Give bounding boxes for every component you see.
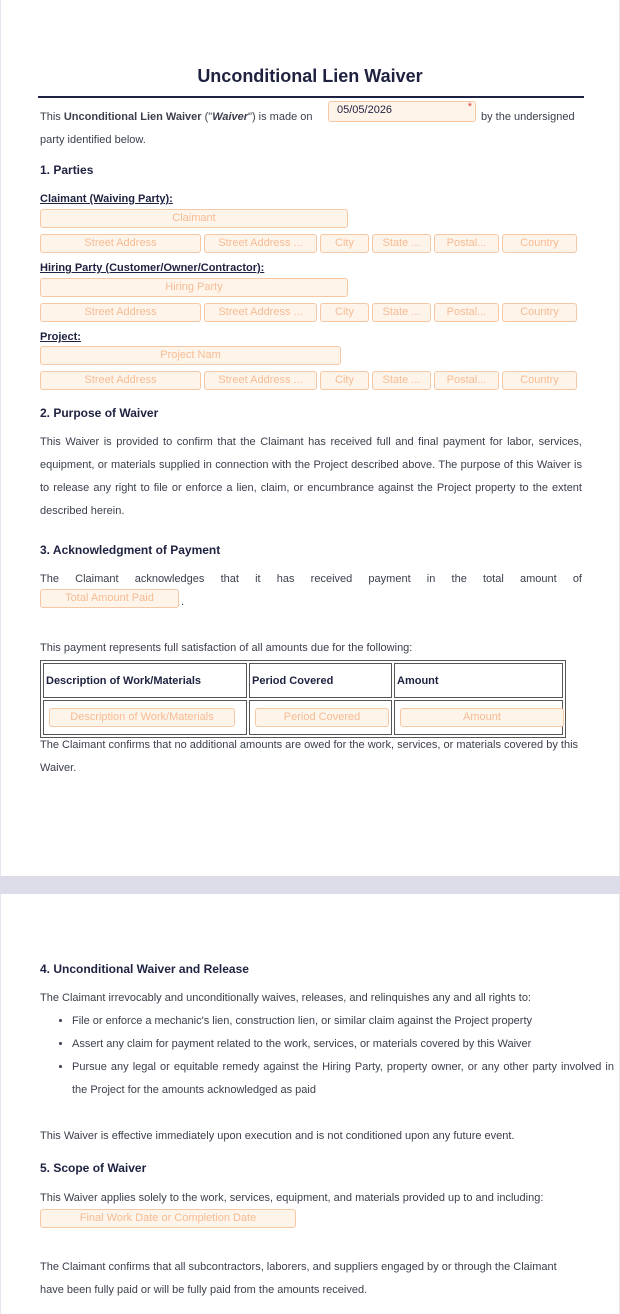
page-two [0, 894, 620, 1314]
section3-confirm: The Claimant confirms that no additional amounts are owed for the work, services, or materials covered by this Waiver. [40, 739, 579, 774]
title-rule [38, 96, 584, 98]
project-name-field[interactable]: Project Nam [40, 346, 341, 365]
hiring-street2-field[interactable]: Street Address ... [204, 303, 317, 322]
table-header-row [43, 663, 563, 698]
date-value: 05/05/2026 [337, 104, 393, 116]
project-state-field[interactable]: State ... [372, 371, 431, 390]
claimant-city-field[interactable]: City [320, 234, 369, 253]
intro-paren-close: ") is made on [248, 111, 313, 123]
work-table [40, 660, 566, 738]
project-street-field[interactable]: Street Address [40, 371, 201, 390]
list-item: • Assert any claim for payment related to the work, services, or materials covered by this Waiver [72, 1033, 614, 1056]
section4-effective: This Waiver is effective immediately upon execution and is not conditioned upon any future event. [40, 1130, 515, 1142]
header-amount: Amount [394, 663, 563, 698]
hiring-postal-field[interactable]: Postal... [434, 303, 499, 322]
cell-description [43, 700, 247, 735]
section5-confirm: The Claimant confirms that all subcontractors, laborers, and suppliers engaged by or through the Claimant have been fully paid or will be fully paid from the amounts received. [40, 1261, 557, 1296]
cell-amount [394, 700, 563, 735]
cell-period [249, 700, 392, 735]
section3-body: The Claimant acknowledges that it has received payment in the total amount of [40, 573, 582, 585]
section4-heading: 4. Unconditional Waiver and Release [40, 962, 249, 976]
project-label: Project: [40, 331, 81, 343]
period-covered-field[interactable]: Period Covered [255, 708, 389, 727]
claimant-state-field[interactable]: State ... [372, 234, 431, 253]
section2-body: This Waiver is provided to confirm that the Claimant has received full and final payment for labor, services, equipment, or materials supplied in connection with the Project described above. The purpose of this Waiver is to release any right to file or enforce a lien, claim, or encumbrance against the Project property to the extent described herein. [40, 436, 582, 517]
total-amount-field[interactable]: Total Amount Paid [40, 589, 179, 608]
header-period: Period Covered [249, 663, 392, 698]
page-separator [0, 876, 620, 894]
waiver-bullet-list [40, 1010, 614, 1102]
table-row [43, 700, 563, 735]
intro-post: by the undersigned [481, 111, 575, 123]
section4-intro: The Claimant irrevocably and unconditionally waives, releases, and relinquishes any and all rights to: [40, 992, 531, 1004]
claimant-street-field[interactable]: Street Address [40, 234, 201, 253]
section3-satisfaction: This payment represents full satisfaction of all amounts due for the following: [40, 642, 413, 654]
intro-line [40, 106, 330, 129]
list-item: • Pursue any legal or equitable remedy against the Hiring Party, property owner, or any other party involved in the Project for the amounts acknowledged as paid [72, 1056, 614, 1102]
claimant-name-field[interactable]: Claimant [40, 209, 348, 228]
amount-period: . [181, 596, 185, 608]
project-country-field[interactable]: Country [502, 371, 577, 390]
document-title: Unconditional Lien Waiver [197, 66, 423, 86]
date-field[interactable] [328, 101, 476, 122]
header-description: Description of Work/Materials [43, 663, 247, 698]
project-postal-field[interactable]: Postal... [434, 371, 499, 390]
hiring-street-field[interactable]: Street Address [40, 303, 201, 322]
project-city-field[interactable]: City [320, 371, 369, 390]
section1-heading: 1. Parties [40, 163, 94, 177]
intro-pre: This [40, 111, 64, 123]
intro-waiver-word: Waiver [212, 111, 249, 123]
list-item: • File or enforce a mechanic's lien, construction lien, or similar claim against the Project property [72, 1010, 614, 1033]
intro-bold-name: Unconditional Lien Waiver [63, 111, 202, 123]
project-street2-field[interactable]: Street Address ... [204, 371, 317, 390]
section3-heading: 3. Acknowledgment of Payment [40, 543, 221, 557]
final-work-date-field[interactable]: Final Work Date or Completion Date [40, 1209, 296, 1228]
intro-line2: party identified below. [40, 134, 146, 146]
section2-heading: 2. Purpose of Waiver [40, 406, 159, 420]
hiring-country-field[interactable]: Country [502, 303, 577, 322]
hiring-party-label: Hiring Party (Customer/Owner/Contractor): [40, 262, 265, 274]
claimant-street2-field[interactable]: Street Address ... [204, 234, 317, 253]
hiring-party-field[interactable]: Hiring Party [40, 278, 348, 297]
hiring-state-field[interactable]: State ... [372, 303, 431, 322]
amount-field[interactable]: Amount [400, 708, 564, 727]
claimant-label: Claimant (Waiving Party): [40, 193, 173, 205]
intro-paren-open: (" [201, 111, 213, 123]
hiring-city-field[interactable]: City [320, 303, 369, 322]
claimant-country-field[interactable]: Country [502, 234, 577, 253]
required-marker: * [467, 101, 472, 113]
description-field[interactable]: Description of Work/Materials [49, 708, 235, 727]
claimant-postal-field[interactable]: Postal... [434, 234, 499, 253]
section5-heading: 5. Scope of Waiver [40, 1161, 147, 1175]
section5-body: This Waiver applies solely to the work, services, equipment, and materials provided up to and including: [40, 1192, 544, 1204]
